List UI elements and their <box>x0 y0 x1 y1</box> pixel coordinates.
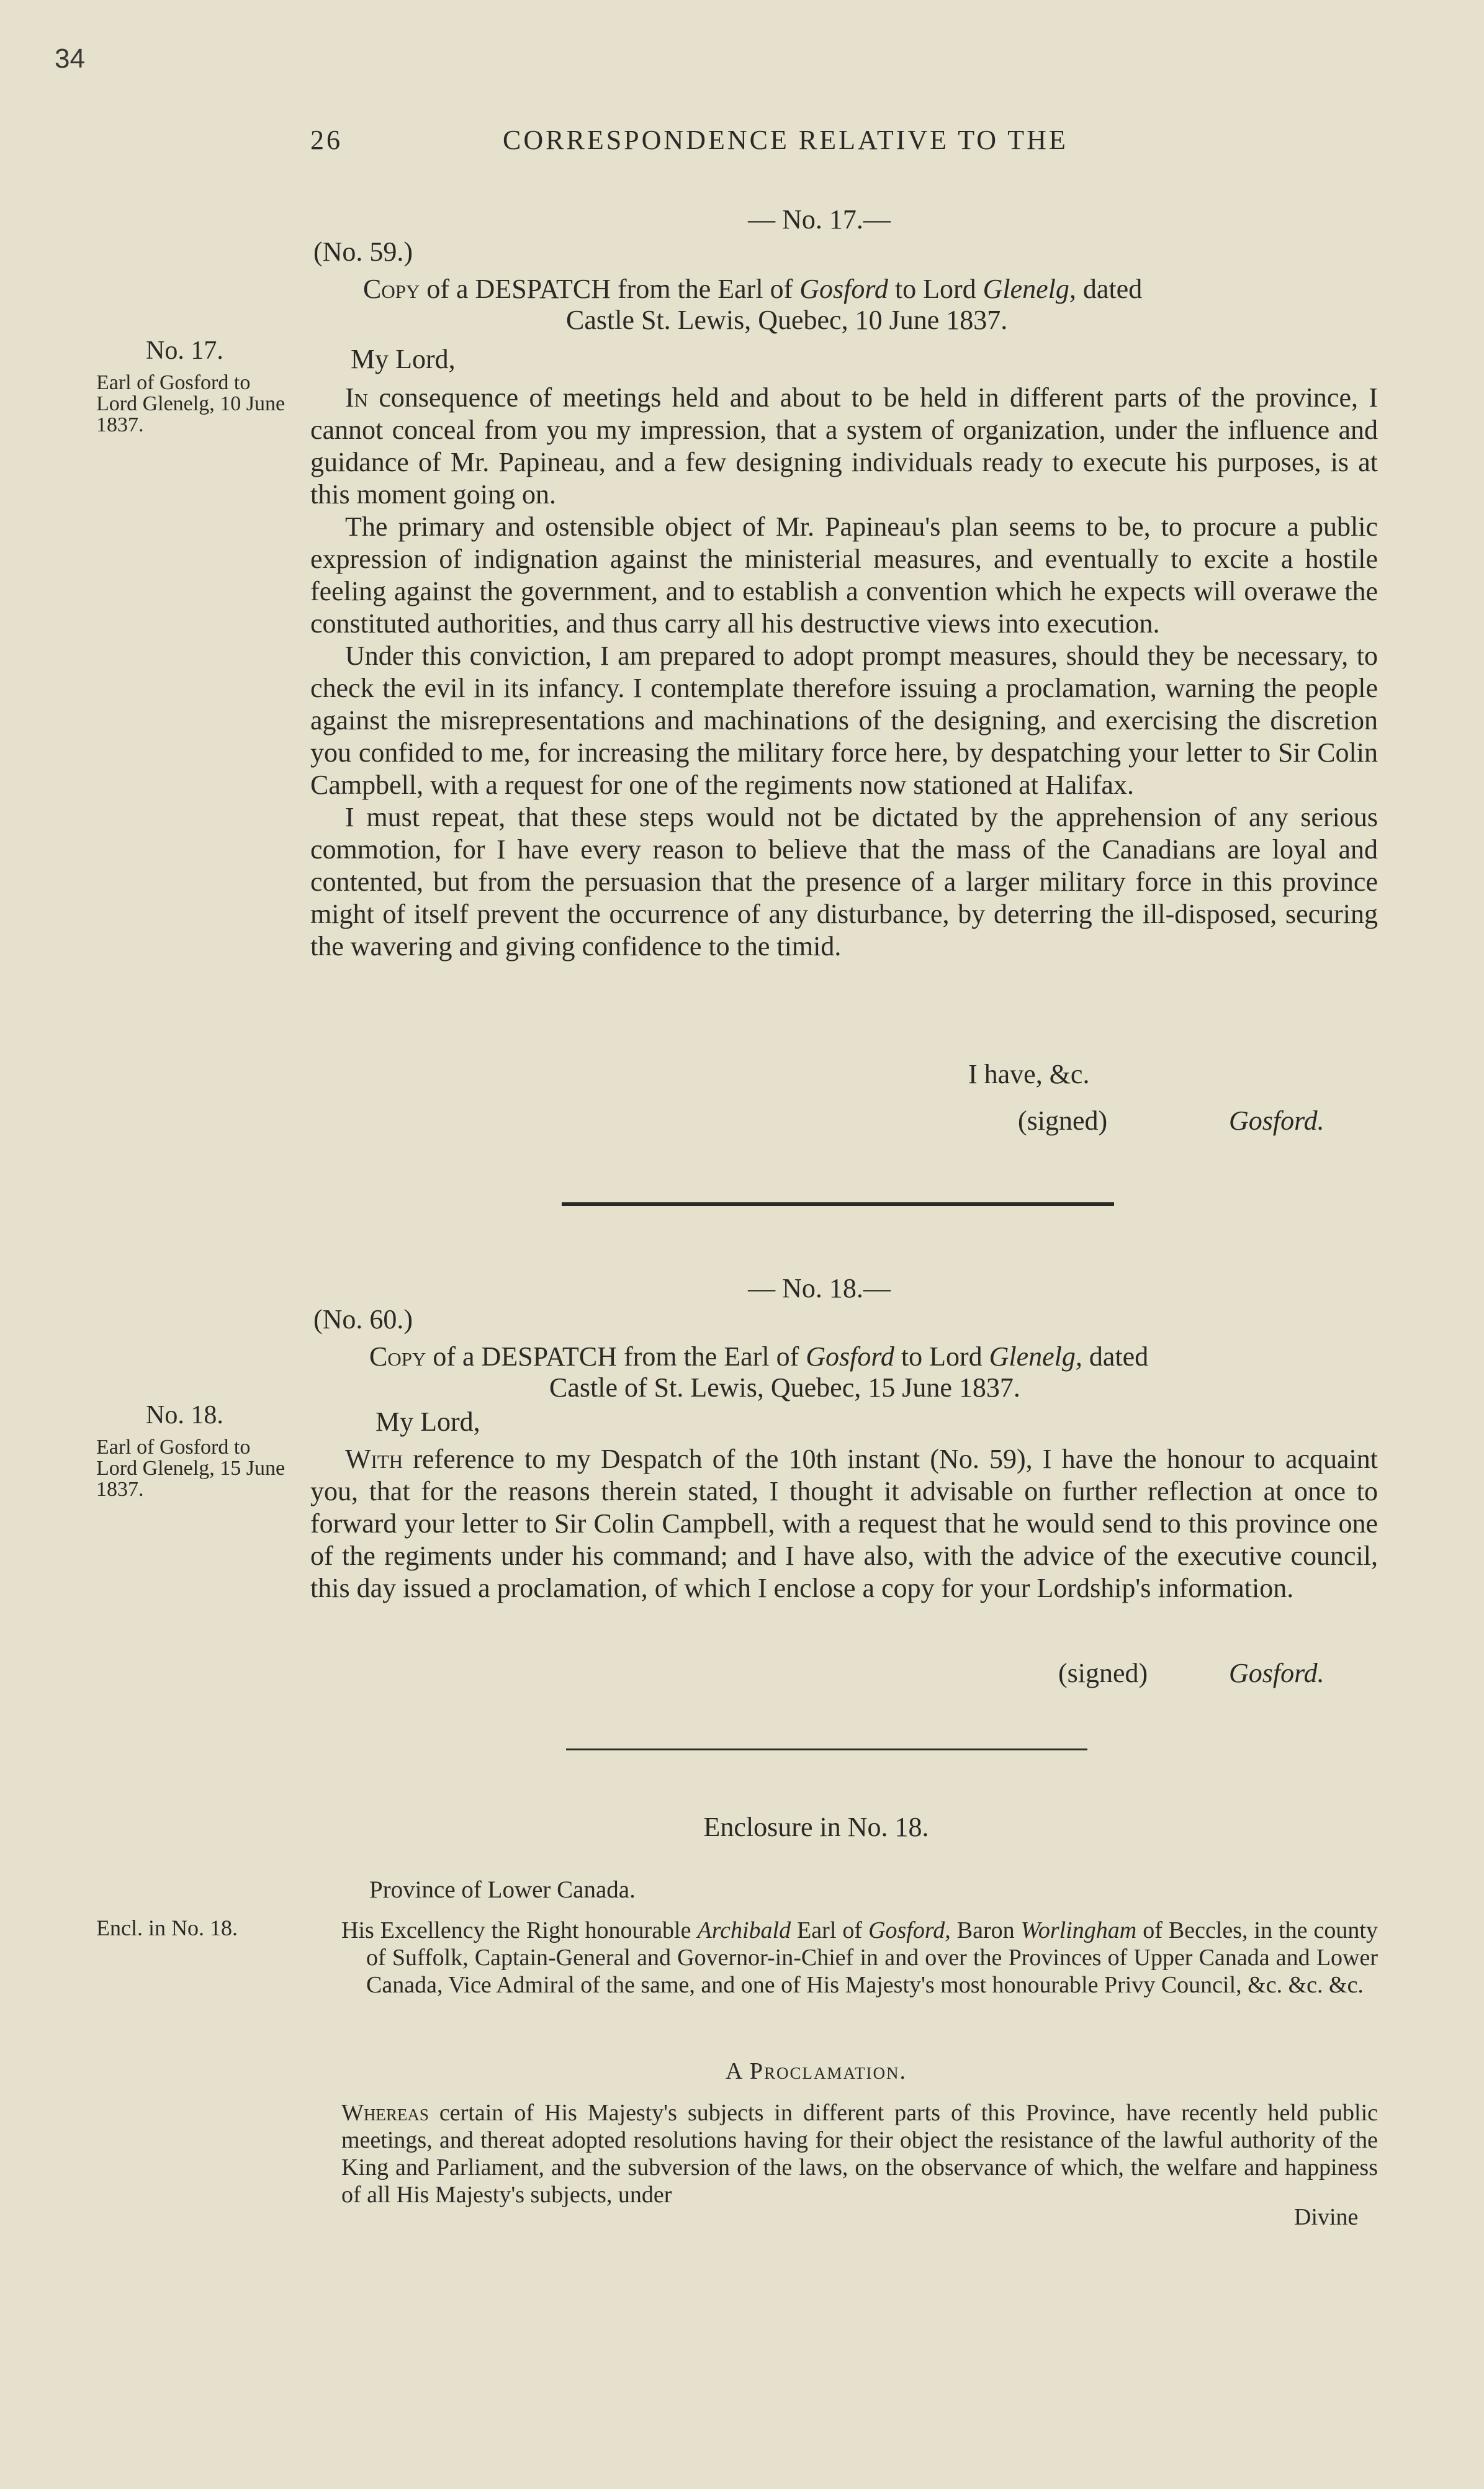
despatch-17-copy-line: Copy of a DESPATCH from the Earl of Gosford to Lord Glenelg, dated <box>363 274 1143 304</box>
despatch-18-salutation: My Lord, <box>375 1407 480 1437</box>
despatch-18-signed: (signed) <box>1058 1658 1148 1688</box>
margin-note-17 <box>96 336 295 436</box>
despatch-18-date-line: Castle of St. Lewis, Quebec, 15 June 1837. <box>549 1372 1020 1403</box>
running-title: CORRESPONDENCE RELATIVE TO THE <box>503 125 1068 155</box>
margin-note-17-number: No. 17. <box>146 336 223 365</box>
despatch-17-paragraph-3: Under this conviction, I am prepared to adopt prompt measures, should they be necessary, to check the evil in its infancy. I contemplate therefore issuing a proclamation, warning the people against the misrepresentations and machinations of the designing, and exercising the discretion you confided to me, for increasing the military force here, by despatching your letter to Sir Colin Campbell, with a request for one of the regiments now stationed at Halifax. <box>310 641 1378 800</box>
section-divider-thick <box>562 1202 1114 1206</box>
despatch-17-body <box>310 382 1378 963</box>
despatch-17-date-line: Castle St. Lewis, Quebec, 10 June 1837. <box>566 305 1008 335</box>
margin-note-17-text: Earl of Gosford to Lord Glenelg, 10 June 1837. <box>96 371 286 436</box>
catchword: Divine <box>1294 2204 1359 2230</box>
proclamation-title: A Proclamation. <box>726 2058 907 2084</box>
enclosure-excellency: His Excellency the Right honourable Archibald Earl of Gosford, Baron Worlingham of Beccles, in the county of Suffolk, Captain-General and Governor-in-Chief in and over the Provinces of Upper Canada and Lower Canada, Vice Admiral of the same, and one of His Majesty's most honourable Privy Council, &c. &c. &c. <box>341 1917 1378 1998</box>
despatch-18-heading: — No. 18.— <box>748 1273 891 1303</box>
despatch-17-paragraph-2: The primary and ostensible object of Mr. Papineau's plan seems to be, to procure a public expression of indignation against the ministerial measures, and eventually to excite a hostile feeling against the government, and to establish a convention which he expects will overawe the constituted authorities, and thus carry all his destructive views into execution. <box>310 511 1378 639</box>
enclosure-heading: Enclosure in No. 18. <box>703 1812 929 1842</box>
despatch-18-body <box>310 1443 1378 1605</box>
margin-note-18 <box>96 1401 295 1501</box>
section-divider-thin <box>566 1749 1087 1750</box>
running-head <box>310 124 1142 161</box>
despatch-18-paragraph-1: With reference to my Despatch of the 10th instant (No. 59), I have the honour to acquaint you, that for the reasons therein stated, I thought it advisable on further reflection at once to forward your letter to Sir Colin Campbell, with a request that he would send to this province one of the regiments under his command; and I have also, with the advice of the executive council, this day issued a proclamation, of which I enclose a copy for your Lordship's information. <box>310 1444 1378 1603</box>
margin-note-18-number: No. 18. <box>146 1401 223 1429</box>
despatch-17-signature: Gosford. <box>1229 1105 1324 1136</box>
despatch-17-paragraph-4: I must repeat, that these steps would not be dictated by the apprehension of any serious commotion, for I have every reason to believe that the mass of the Canadians are loyal and contented, but from the persuasion that the presence of a larger military force in this province might of itself prevent the occurrence of any disturbance, by deterring the ill-disposed, securing the wavering and giving confidence to the timid. <box>310 802 1378 961</box>
proclamation-body: Whereas certain of His Majesty's subjects in different parts of this Province, have recently held public meetings, and thereat adopted resolutions having for their object the resistance of the lawful authority of the King and Parliament, and the subversion of the laws, on the observance of which, the welfare and happiness of all His Majesty's subjects, under <box>341 2100 1378 2208</box>
despatch-17-closing: I have, &c. <box>968 1059 1090 1089</box>
despatch-17-heading: — No. 17.— <box>748 204 891 235</box>
despatch-17-ref: (No. 59.) <box>313 236 413 267</box>
margin-note-enclosure: Encl. in No. 18. <box>96 1915 238 1940</box>
page-number: 26 <box>310 125 343 155</box>
enclosure-province: Province of Lower Canada. <box>369 1876 636 1903</box>
despatch-17-paragraph-1: In consequence of meetings held and about to be held in different parts of the province, I cannot conceal from you my impression, that a system of organization, under the influence and guidance of Mr. Papineau, and a few designing individuals ready to execute his purposes, is at this moment going on. <box>310 382 1378 510</box>
despatch-18-ref: (No. 60.) <box>313 1304 413 1335</box>
margin-note-18-text: Earl of Gosford to Lord Glenelg, 15 June 1837. <box>96 1436 286 1501</box>
despatch-17-signed: (signed) <box>1018 1105 1108 1136</box>
despatch-17-salutation: My Lord, <box>351 344 456 374</box>
scan-page-number: 34 <box>55 43 85 74</box>
despatch-18-copy-line: Copy of a DESPATCH from the Earl of Gosford to Lord Glenelg, dated <box>369 1341 1149 1372</box>
despatch-18-signature: Gosford. <box>1229 1658 1324 1688</box>
